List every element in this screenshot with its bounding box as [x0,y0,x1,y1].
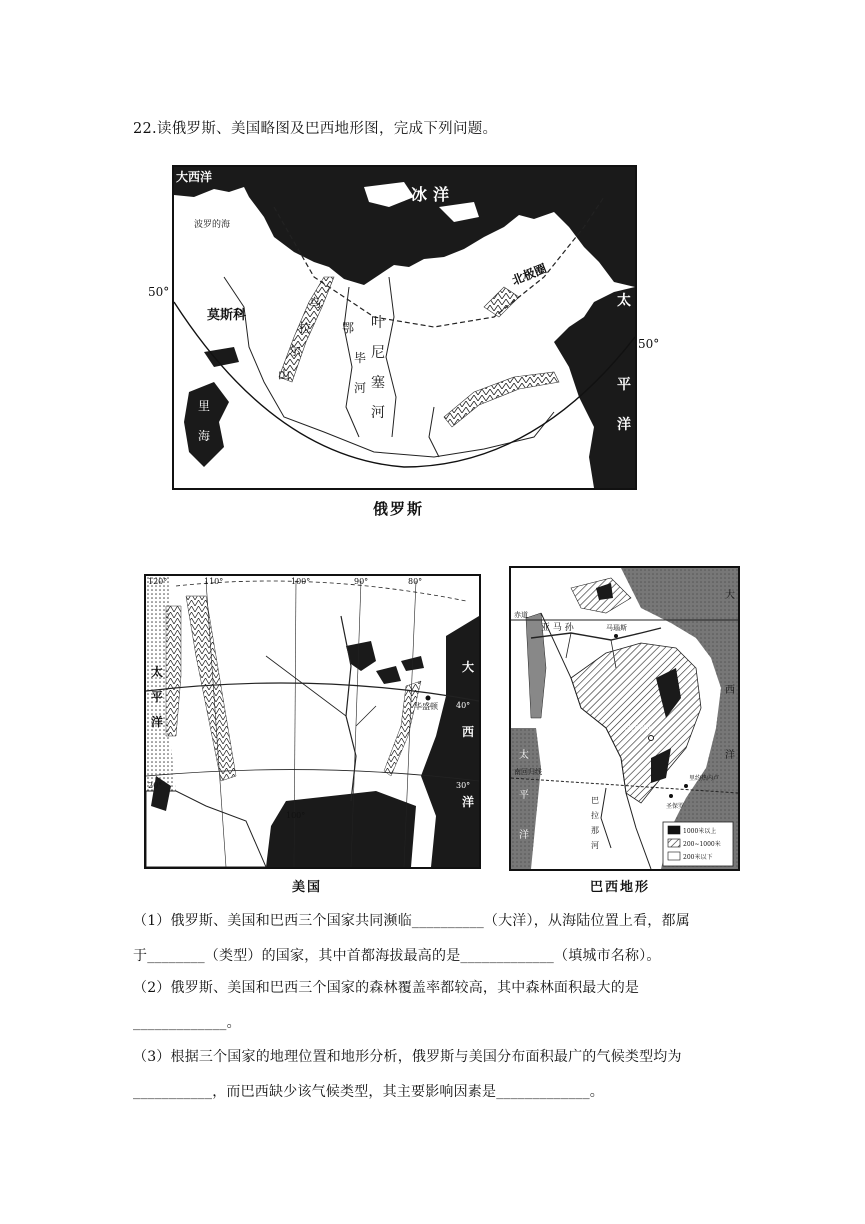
ural-label-3: 尔 [289,344,302,358]
ural-label-1: 乌 [309,296,322,310]
legend-label-low: 200米以下 [683,854,713,861]
yenisei-label-2: 尼 [371,345,385,361]
brazil-saopaulo-label: 圣保罗 [666,803,685,810]
usa-lon-100-label: 100° [291,577,311,586]
caspian-label-1: 里 [198,399,211,413]
usa-pacific-label-2: 平 [151,690,164,704]
ural-label-2: 拉 [299,321,312,335]
brazil-map-graphic [511,568,738,869]
baltic-label: 波罗的海 [194,220,231,230]
ob-label-2: 毕 [354,351,367,365]
pacific-label-1: 太 [617,293,631,309]
q1-line-2: 于________（类型）的国家，其中首都海拔最高的是_____________（填城市名称）。 [133,948,661,964]
usa-map-graphic [146,576,479,867]
manaus-marker [614,634,618,638]
yenisei-label-3: 塞 [371,375,385,391]
brazil-parana-label-2: 拉 [591,811,599,820]
brazil-atlantic-label-2: 西 [725,685,735,696]
ob-label-1: 鄂 [342,321,355,335]
question-title: 22.读俄罗斯、美国略图及巴西地形图，完成下列问题。 [133,121,498,137]
brasilia-marker [649,736,654,741]
moscow-label: 莫斯科 [207,308,247,323]
brazil-brasilia-label: 巴西利亚 [624,724,652,732]
usa-lon-100-bottom-label: 100° [286,811,306,820]
gulf-shape [266,791,416,867]
brazil-map-caption: 巴西地形 [590,880,651,895]
saopaulo-marker [669,794,673,798]
brazil-pacific-label-1: 太 [519,750,529,761]
brazil-equator-label: 赤道 [514,611,528,619]
usa-map [144,574,481,869]
usa-atlantic-label-2: 西 [462,725,475,739]
brazil-pacific-label-3: 洋 [519,830,529,841]
russia-map-caption: 俄罗斯 [373,500,425,518]
brazil-map [509,566,740,871]
usa-lat-40-label: 40° [456,701,471,710]
yenisei-label-4: 河 [371,405,385,421]
brazil-tropic-label: 南回归线 [514,768,542,776]
arctic-label: 北冰洋 [389,185,456,204]
q3-line-1: （3）根据三个国家的地理位置和地形分析，俄罗斯与美国分布面积最广的气候类型均为 [133,1049,682,1065]
usa-lat-30-label: 30° [456,781,471,790]
russia-map [172,165,637,490]
usa-lon-120-label: 120° [148,577,168,586]
russia-lat-50-left: 50° [148,285,170,299]
usa-lon-90-label: 90° [354,577,369,586]
atlantic-label: 大西洋 [176,170,213,184]
brazil-parana-label-4: 河 [591,841,599,850]
legend-swatch-low [668,852,680,860]
washington-label: 华盛顿 [414,702,438,711]
caspian-label-2: 海 [198,429,211,443]
washington-marker [426,696,431,701]
yenisei-label-1: 叶 [371,315,385,331]
q1-line-1: （1）俄罗斯、美国和巴西三个国家共同濒临__________（大洋），从海陆位置上看，都属 [133,913,690,929]
russia-map-graphic [174,167,635,488]
arctic-circle-label: 北极圈 [509,261,549,288]
brazil-legend [663,822,733,866]
q2-line-1: （2）俄罗斯、美国和巴西三个国家的森林覆盖率都较高，其中森林面积最大的是 [133,980,640,996]
usa-map-caption: 美国 [292,880,323,895]
usa-atlantic-label-3: 洋 [462,795,475,809]
usa-pacific-label-1: 太 [151,665,164,679]
pacific-label-3: 洋 [617,417,631,433]
ural-label-4: 山 [278,368,291,382]
legend-label-high: 1000米以上 [683,828,717,835]
brazil-manaus-label: 马瑙斯 [606,624,627,632]
pacific-label-2: 平 [617,377,631,393]
brazil-atlantic-label-1: 大 [725,590,735,601]
usa-lon-80-label: 80° [408,577,423,586]
rio-marker [684,784,688,788]
q3-line-2: ___________，而巴西缺少该气候类型，其主要影响因素是_____________。 [133,1084,604,1100]
ob-label-3: 河 [354,381,367,395]
usa-atlantic-label-1: 大 [462,660,475,674]
brazil-parana-label-1: 巴 [591,796,599,805]
legend-swatch-mid [668,839,680,847]
brazil-rio-label: 里约热内卢 [689,775,720,782]
usa-lat-20-label: 20° [148,781,163,790]
brazil-pacific-label-2: 平 [519,790,529,801]
legend-label-mid: 200~1000米 [683,841,721,848]
q2-line-2: _____________。 [133,1015,241,1031]
russia-lat-50-right: 50° [638,337,660,351]
usa-lon-110-label: 110° [204,577,224,586]
usa-pacific-label-3: 洋 [151,715,164,729]
brazil-atlantic-label-3: 洋 [725,750,735,761]
brazil-parana-label-3: 那 [591,826,599,835]
legend-swatch-high [668,826,680,834]
brazil-amazon-label: 亚 马 孙 [541,623,574,633]
